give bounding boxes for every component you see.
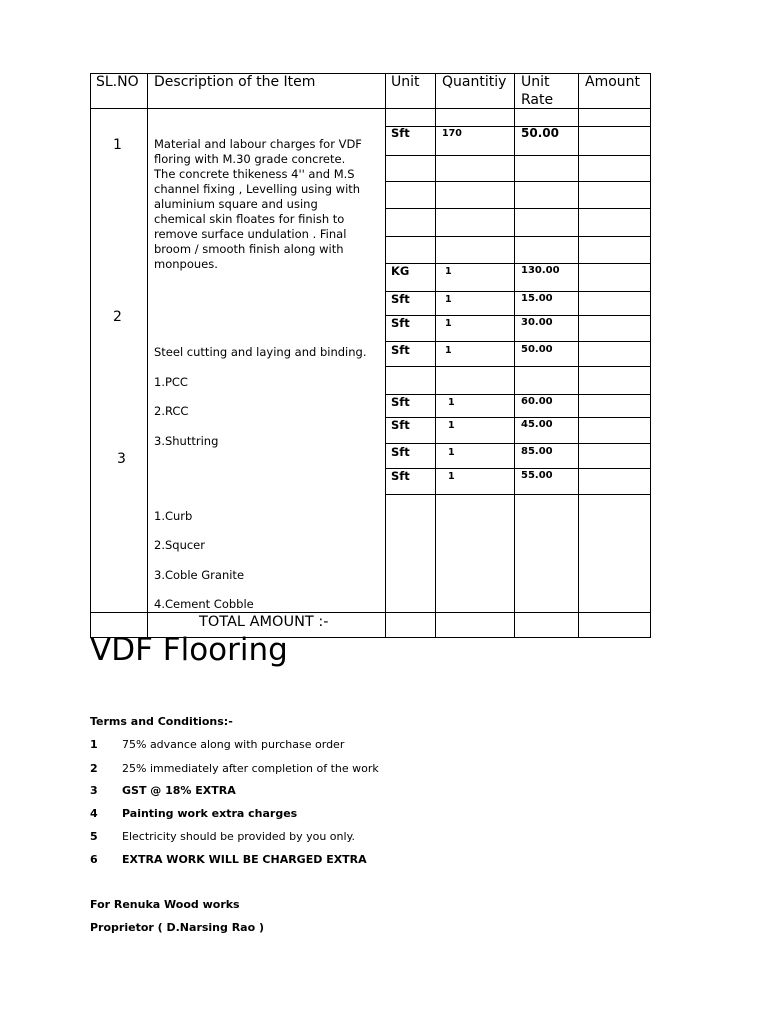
row-rate: 15.00: [521, 293, 553, 304]
table-border-right: [650, 73, 651, 637]
row-qty: 1: [445, 318, 452, 329]
item2-description: Steel cutting and laying and binding.: [154, 345, 367, 359]
table-row-line: [385, 236, 651, 237]
row-qty: 1: [448, 420, 455, 431]
table-row-line: [385, 443, 651, 444]
table-row-line: [385, 263, 651, 264]
terms-item: 25% immediately after completion of the work: [122, 762, 379, 775]
table-column-divider: [514, 73, 515, 637]
table-row-line: [385, 468, 651, 469]
header-quantity: Quantitiy: [442, 74, 507, 90]
item3-subitem: 4.Cement Cobble: [154, 597, 254, 611]
description-line: channel fixing , Levelling using with: [154, 182, 361, 196]
item2-subitem: 1.PCC: [154, 375, 188, 389]
table-row-line: [385, 155, 651, 156]
item3-subitem: 2.Squcer: [154, 538, 205, 552]
row-qty: 170: [442, 128, 462, 139]
table-column-divider: [147, 73, 148, 637]
terms-number: 6: [90, 853, 98, 866]
terms-item: Painting work extra charges: [122, 807, 298, 820]
sl-number: 2: [113, 309, 122, 325]
table-column-divider: [385, 73, 386, 637]
table-header-divider: [90, 108, 651, 109]
description-line: broom / smooth finish along with: [154, 242, 344, 256]
table-row-line: [385, 417, 651, 418]
item2-subitem: 3.Shuttring: [154, 434, 219, 448]
row-unit: Sft: [391, 418, 410, 432]
terms-number: 3: [90, 784, 98, 797]
header-sl-no: SL.NO: [96, 74, 139, 90]
terms-item: GST @ 18% EXTRA: [122, 784, 236, 797]
sl-number: 1: [113, 137, 122, 153]
row-unit: KG: [391, 264, 410, 278]
terms-item: Electricity should be provided by you only.: [122, 830, 356, 843]
table-row-line: [385, 494, 651, 495]
total-amount-label: TOTAL AMOUNT :-: [199, 614, 329, 630]
row-rate: 55.00: [521, 470, 553, 481]
item2-subitem: 2.RCC: [154, 404, 189, 418]
row-unit: Sft: [391, 126, 410, 140]
row-qty: 1: [445, 345, 452, 356]
table-row-line: [385, 126, 651, 127]
table-row-line: [385, 291, 651, 292]
table-row-line: [385, 208, 651, 209]
table-row-line: [385, 341, 651, 342]
row-qty: 1: [445, 266, 452, 277]
table-border-left: [90, 73, 91, 637]
header-unit-rate-line2: Rate: [521, 92, 554, 108]
item3-subitem: 1.Curb: [154, 509, 193, 523]
table-total-divider: [90, 612, 651, 613]
page-title: VDF Flooring: [90, 632, 288, 668]
terms-heading: Terms and Conditions:-: [90, 715, 233, 728]
table-row-line: [385, 366, 651, 367]
header-amount: Amount: [585, 74, 641, 90]
table-row-line: [385, 394, 651, 395]
row-unit: Sft: [391, 395, 410, 409]
header-description: Description of the Item: [154, 74, 316, 90]
row-rate: 50.00: [521, 126, 559, 140]
table-column-divider: [435, 73, 436, 637]
signature-proprietor: Proprietor ( D.Narsing Rao ): [90, 921, 265, 934]
header-unit-rate: Unit: [521, 74, 550, 90]
row-unit: Sft: [391, 292, 410, 306]
row-rate: 30.00: [521, 317, 553, 328]
row-unit: Sft: [391, 316, 410, 330]
signature-company: For Renuka Wood works: [90, 898, 240, 911]
terms-item: EXTRA WORK WILL BE CHARGED EXTRA: [122, 853, 367, 866]
description-line: chemical skin floates for finish to: [154, 212, 345, 226]
item1-description: [154, 137, 362, 272]
row-qty: 1: [448, 397, 455, 408]
row-qty: 1: [445, 294, 452, 305]
description-line: aluminium square and using: [154, 197, 318, 211]
row-rate: 85.00: [521, 446, 553, 457]
header-unit: Unit: [391, 74, 420, 90]
description-line: floring with M.30 grade concrete.: [154, 152, 346, 166]
description-line: remove surface undulation . Final: [154, 227, 347, 241]
row-rate: 130.00: [521, 265, 560, 276]
table-column-divider: [578, 73, 579, 637]
item3-subitem: 3.Coble Granite: [154, 568, 245, 582]
sl-number: 3: [117, 451, 126, 467]
terms-item: 75% advance along with purchase order: [122, 738, 345, 751]
row-qty: 1: [448, 471, 455, 482]
table-row-line: [385, 315, 651, 316]
terms-number: 1: [90, 738, 98, 751]
row-unit: Sft: [391, 445, 410, 459]
description-line: monpoues.: [154, 257, 218, 271]
terms-number: 5: [90, 830, 98, 843]
row-qty: 1: [448, 447, 455, 458]
row-rate: 45.00: [521, 419, 553, 430]
terms-number: 4: [90, 807, 98, 820]
row-rate: 60.00: [521, 396, 553, 407]
row-rate: 50.00: [521, 344, 553, 355]
row-unit: Sft: [391, 469, 410, 483]
description-line: Material and labour charges for VDF: [154, 137, 362, 151]
terms-number: 2: [90, 762, 98, 775]
table-row-line: [385, 181, 651, 182]
description-line: The concrete thikeness 4'' and M.S: [154, 167, 355, 181]
row-unit: Sft: [391, 343, 410, 357]
